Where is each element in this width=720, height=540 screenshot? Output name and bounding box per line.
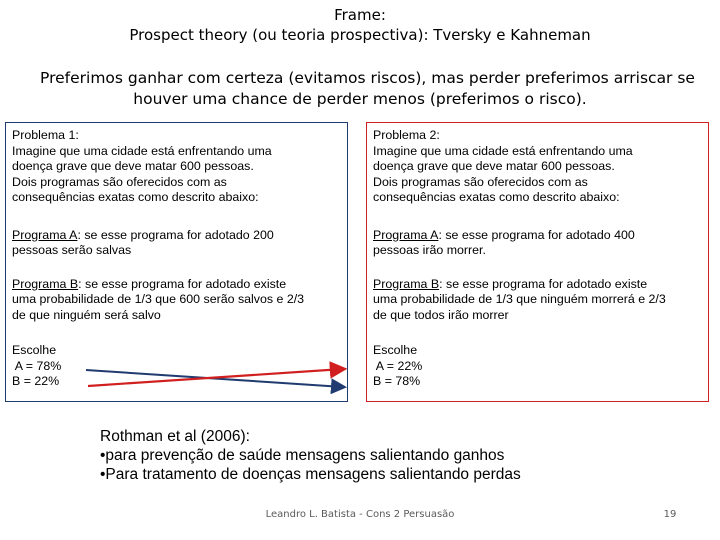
- choose-label: Escolhe: [12, 343, 57, 357]
- result-a: A = 78%: [12, 358, 62, 373]
- problem2-program-b: [373, 277, 702, 324]
- problem1-intro: [12, 128, 341, 206]
- program-b-text: de que todos irão morrer: [373, 307, 509, 322]
- result-b: B = 78%: [373, 374, 421, 388]
- problem2-intro-line: Problema 2:: [373, 128, 440, 142]
- problem1-program-b: [12, 277, 341, 324]
- problem2-intro-line: consequências exatas como descrito abaixo:: [373, 190, 620, 204]
- problem1-intro-line: Imagine que uma cidade está enfrentando uma: [12, 143, 272, 158]
- problem2-intro-line: Dois programas são oferecidos com as: [373, 174, 588, 189]
- program-b-label: Programa B: [12, 276, 79, 291]
- rothman-heading: Rothman et al (2006):: [100, 428, 250, 445]
- slide-title-line1: Frame:: [334, 6, 386, 24]
- program-a-text: pessoas irão morrer.: [373, 243, 486, 257]
- problem2-program-a: [373, 228, 702, 259]
- problem1-box: [5, 122, 348, 402]
- program-b-text: de que ninguém será salvo: [12, 307, 161, 322]
- problem2-intro-line: Imagine que uma cidade está enfrentando uma: [373, 143, 633, 158]
- rothman-notes: [100, 427, 660, 484]
- problem1-intro-line: consequências exatas como descrito abaixo:: [12, 190, 259, 204]
- program-b-text: uma probabilidade de 1/3 que ninguém morrerá e 2/3: [373, 292, 666, 306]
- rothman-bullet: •para prevenção de saúde mensagens salientando ganhos: [100, 447, 505, 464]
- problem1-program-a: [12, 228, 341, 259]
- program-b-label: Programa B: [373, 276, 440, 291]
- problem2-box: [366, 122, 709, 402]
- program-a-text: : se esse programa for adotado 400: [438, 227, 635, 242]
- subtitle-line1: Preferimos ganhar com certeza (evitamos riscos), mas perder preferimos arriscar se: [40, 69, 695, 87]
- program-a-text: pessoas serão salvas: [12, 243, 132, 257]
- problem2-intro-line: doença grave que deve matar 600 pessoas.: [373, 159, 615, 173]
- choose-label: Escolhe: [373, 343, 418, 357]
- footer-author: Leandro L. Batista - Cons 2 Persuasão: [265, 509, 455, 520]
- result-b: B = 22%: [12, 374, 60, 388]
- program-a-label: Programa A: [373, 227, 439, 242]
- program-b-text: : se esse programa for adotado existe: [78, 276, 287, 291]
- program-b-text: : se esse programa for adotado existe: [439, 276, 648, 291]
- program-a-label: Programa A: [12, 227, 78, 242]
- problem1-intro-line: Problema 1:: [12, 128, 79, 142]
- problem1-intro-line: doença grave que deve matar 600 pessoas.: [12, 159, 254, 173]
- rothman-bullet: •Para tratamento de doenças mensagens salientando perdas: [100, 466, 521, 483]
- problem2-result: [373, 343, 702, 390]
- problem1-intro-line: Dois programas são oferecidos com as: [12, 174, 227, 189]
- problem1-result: [12, 343, 341, 390]
- program-a-text: : se esse programa for adotado 200: [77, 227, 274, 242]
- problem2-intro: [373, 128, 702, 206]
- subtitle: [40, 68, 695, 110]
- result-a: A = 22%: [373, 358, 423, 373]
- page-number: 19: [663, 509, 677, 520]
- program-b-text: uma probabilidade de 1/3 que 600 serão salvos e 2/3: [12, 292, 305, 306]
- subtitle-line2: houver uma chance de perder menos (preferimos o risco).: [133, 90, 587, 108]
- slide-title-line2: Prospect theory (ou teoria prospectiva): Tversky e Kahneman: [129, 26, 591, 44]
